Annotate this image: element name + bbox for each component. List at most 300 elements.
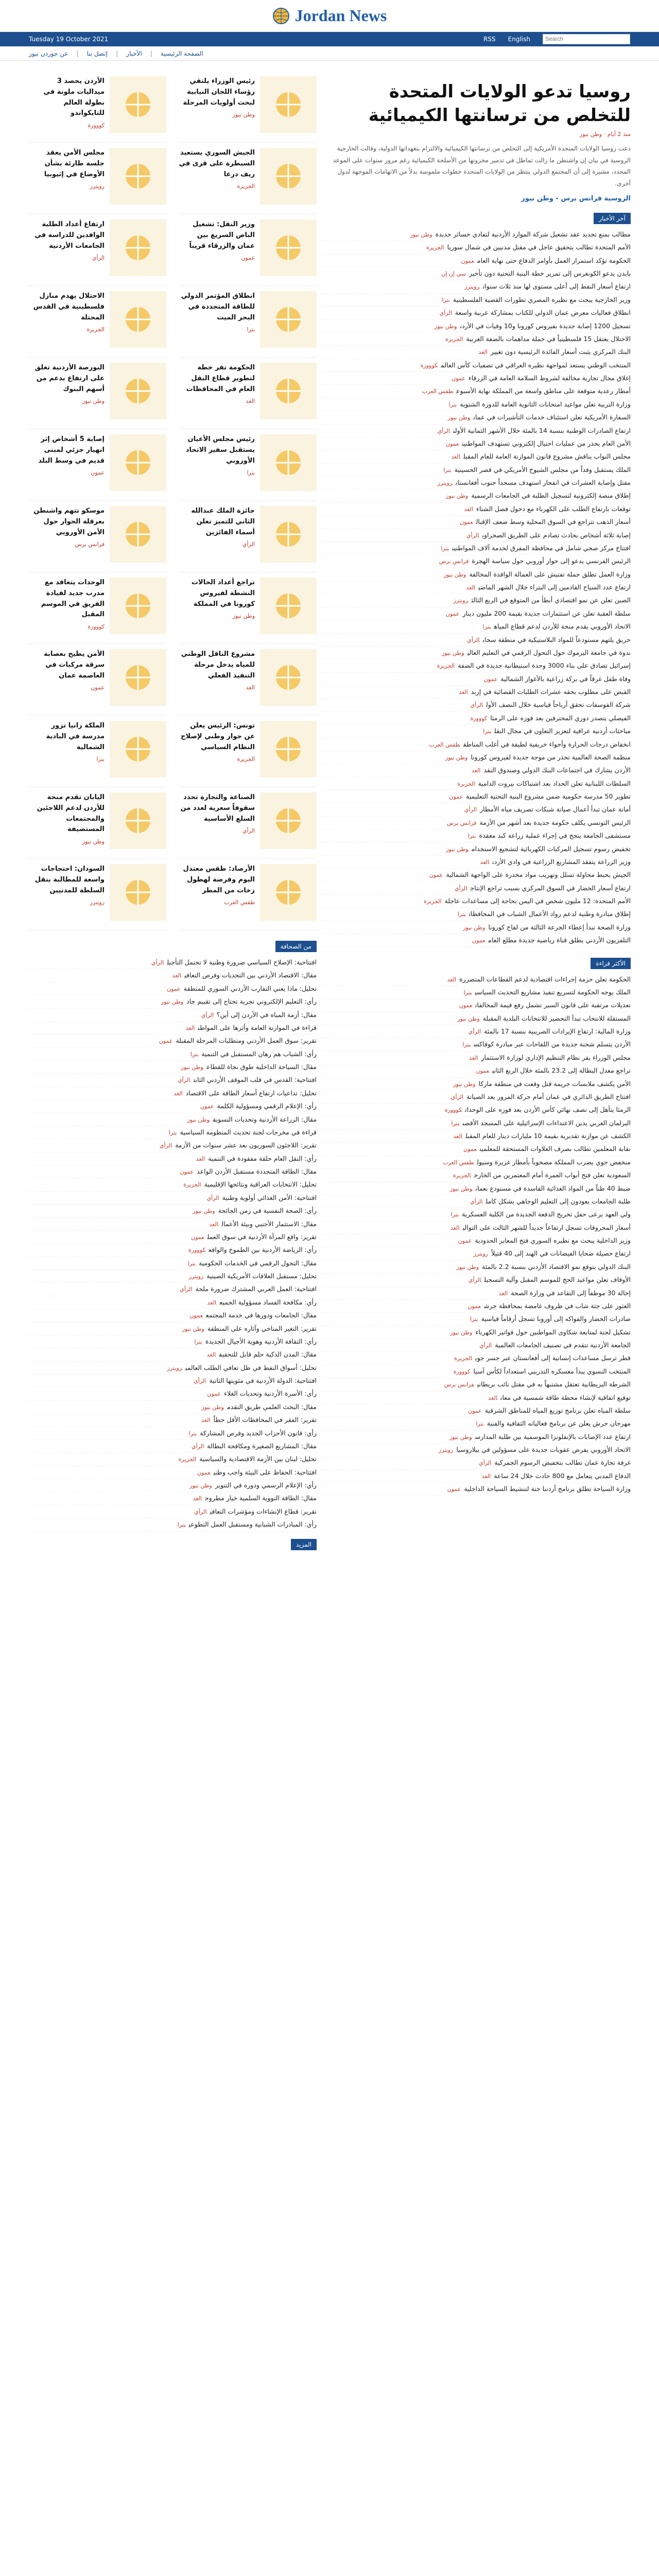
news-headline[interactable]: ولي العهد يرعى حفل تخريج الدفعة الجديدة من الكلية العسكرية [462, 1210, 631, 1218]
news-headline[interactable]: تراجع معدل البطالة إلى 23.2 بالمئة خلال الربع الثاني [492, 1066, 631, 1075]
news-headline[interactable]: مقال: الزراعة الأردنية وتحديات التسويق [213, 1115, 317, 1123]
list-item[interactable] [322, 1012, 631, 1025]
news-source[interactable]: بترا [443, 466, 452, 473]
list-item[interactable] [322, 1130, 631, 1143]
list-item[interactable] [322, 1300, 631, 1313]
news-headline[interactable]: وزير الداخلية يبحث مع نظيره السوري فتح المعابر الحدودية [475, 1236, 631, 1245]
news-card-source[interactable]: رويترز [90, 183, 105, 190]
news-source[interactable]: عمون [200, 1103, 214, 1110]
news-source[interactable]: وطن نيوز [161, 998, 184, 1006]
news-headline[interactable]: الأردن يتسلم شحنة جديدة من اللقاحات عبر مبادرة كوفاكس [474, 1040, 631, 1048]
news-headline[interactable]: مقال: السياحة الداخلية طوق نجاة للقطاع [206, 1063, 317, 1071]
news-source[interactable]: عمون [159, 1038, 173, 1045]
news-headline[interactable]: البرلمان العربي يدين الاعتداءات الإسرائيلية على المسجد الأقصى [462, 1118, 631, 1127]
news-source[interactable]: عمون [445, 440, 459, 447]
list-item[interactable] [322, 516, 631, 529]
list-item[interactable] [322, 450, 631, 463]
list-item[interactable] [28, 1296, 317, 1309]
list-item[interactable] [322, 542, 631, 555]
news-card[interactable] [179, 71, 317, 143]
list-item[interactable] [322, 372, 631, 385]
news-card-title[interactable]: السودان: احتجاجات واسعة للمطالبة بنقل السلطة للمدنيين [34, 865, 105, 894]
list-item[interactable] [322, 1169, 631, 1182]
news-card-source[interactable]: طقس العرب [224, 899, 255, 906]
news-source[interactable]: عمون [180, 1168, 194, 1175]
news-source[interactable]: الرأي [464, 806, 477, 814]
news-card-title[interactable]: جائزة الملك عبدالله الثاني للتميز تعلن أسماء الفائزين [191, 507, 255, 536]
english-link[interactable]: English [508, 36, 530, 43]
list-item[interactable] [28, 1362, 317, 1375]
news-source[interactable]: عمون [460, 519, 473, 526]
news-card-source[interactable]: الجزيرة [237, 183, 255, 190]
news-headline[interactable]: افتتاح الطريق الدائري في عمان أمام حركة المرور بعد الصيانة [466, 1092, 631, 1100]
news-source[interactable]: فرانس برس [439, 558, 469, 565]
news-headline[interactable]: افتتاحية: الحفاظ على البيئة واجب وطني [213, 1468, 317, 1476]
list-item[interactable] [28, 1165, 317, 1178]
news-card-title[interactable]: الأردن يحصد 3 ميداليات ملونة في بطولة العالم للتايكواندو [43, 77, 105, 117]
news-source[interactable]: رويترز [437, 480, 453, 487]
list-item[interactable] [28, 1518, 317, 1531]
news-card-title[interactable]: الحكومة تقر خطة لتطوير قطاع النقل العام في المحافظات [186, 364, 255, 393]
list-item[interactable] [322, 673, 631, 686]
list-item[interactable] [28, 1323, 317, 1335]
news-thumbnail[interactable] [110, 721, 166, 777]
news-headline[interactable]: الأوقاف تعلن مواعيد الحج للموسم المقبل وآلية التسجيل [484, 1276, 631, 1284]
list-item[interactable] [28, 1492, 317, 1505]
list-item[interactable] [322, 1052, 631, 1064]
news-card-source[interactable]: الغد [246, 684, 255, 691]
news-thumbnail[interactable] [110, 864, 166, 921]
news-source[interactable]: الغد [464, 505, 473, 513]
list-item[interactable] [322, 712, 631, 725]
list-item[interactable] [322, 1064, 631, 1077]
news-thumbnail[interactable] [260, 148, 317, 205]
list-item[interactable] [322, 581, 631, 594]
news-source[interactable]: بترا [457, 911, 466, 918]
list-item[interactable] [322, 699, 631, 711]
news-source[interactable]: الرأي [194, 1378, 206, 1384]
news-source[interactable]: وطن نيوز [410, 231, 432, 238]
list-item[interactable] [322, 882, 631, 895]
news-headline[interactable]: رأي: الإعلام الرسمي ودوره في التنوير [215, 1481, 317, 1489]
news-source[interactable]: عمون [167, 985, 181, 992]
news-source[interactable]: الغد [172, 972, 182, 979]
list-item[interactable] [322, 477, 631, 489]
news-source[interactable]: عمون [459, 1002, 473, 1009]
news-card-title[interactable]: الملكة رانيا تزور مدرسة في البادية الشمالية [46, 722, 105, 751]
news-headline[interactable]: تقرير: الفقر في المحافظات الأقل حظاً [213, 1416, 317, 1424]
news-headline[interactable]: مقتل وإصابة العشرات في انفجار استهدف مسجداً جنوب أفغانستان [456, 479, 631, 487]
news-thumbnail[interactable] [110, 363, 166, 419]
list-item[interactable] [322, 829, 631, 842]
news-source[interactable]: الجزيرة [178, 1456, 197, 1463]
list-item[interactable] [28, 969, 317, 982]
list-item[interactable] [28, 1113, 317, 1126]
list-item[interactable] [322, 751, 631, 764]
news-source[interactable]: رويترز [439, 1447, 454, 1454]
news-headline[interactable]: توقيع اتفاقية لإنشاء محطة طاقة شمسية في معان [500, 1393, 631, 1401]
news-source[interactable]: الرأي [206, 1194, 219, 1201]
news-card-source[interactable]: وطن نيوز [232, 613, 255, 620]
list-item[interactable] [322, 686, 631, 699]
news-card-title[interactable]: إصابة 5 أشخاص إثر انهيار جزئي لمبنى قديم في وسط البلد [38, 435, 105, 465]
more-button[interactable]: المزيد [291, 1539, 317, 1550]
news-source[interactable]: الجزيرة [183, 1181, 201, 1189]
news-thumbnail[interactable] [260, 291, 317, 348]
news-headline[interactable]: صادرات الخضار والفواكه إلى أوروبا تسجل أرقاماً قياسية [481, 1315, 631, 1323]
news-source[interactable]: عمون [476, 1067, 489, 1075]
list-item[interactable] [28, 1309, 317, 1322]
news-source[interactable]: وطن نيوز [457, 1015, 480, 1022]
news-thumbnail[interactable] [260, 434, 317, 491]
list-item[interactable] [28, 1414, 317, 1427]
news-thumbnail[interactable] [110, 148, 166, 205]
news-source[interactable]: الرأي [450, 1093, 464, 1100]
list-item[interactable] [322, 1078, 631, 1091]
news-headline[interactable]: إصابة ثلاثة أشخاص بحادث تصادم على الطريق الصحراوي [482, 531, 631, 539]
news-source[interactable]: الرأي [160, 1142, 172, 1149]
list-item[interactable] [322, 1025, 631, 1038]
news-source[interactable]: وطن نيوز [189, 1482, 212, 1489]
list-item[interactable] [28, 1087, 317, 1100]
search-input[interactable] [543, 34, 630, 44]
list-item[interactable] [322, 1182, 631, 1195]
news-card[interactable] [179, 787, 317, 859]
news-source[interactable]: عمون [197, 1469, 211, 1476]
news-card-source[interactable]: الرأي [92, 255, 105, 262]
news-source[interactable]: الغد [451, 453, 461, 461]
news-headline[interactable]: الفيصلي يتصدر دوري المحترفين بعد فوزه على الرمثا [490, 714, 631, 722]
list-item[interactable] [28, 1035, 317, 1047]
news-source[interactable]: بترا [470, 1316, 478, 1323]
news-headline[interactable]: وفاة طفل غرقاً في بركة زراعية بالأغوار الشمالية [500, 674, 631, 683]
list-item[interactable] [322, 764, 631, 777]
news-card-title[interactable]: الاحتلال يهدم منازل فلسطينية في القدس المحتلة [33, 292, 105, 321]
list-item[interactable] [28, 1505, 317, 1518]
list-item[interactable] [322, 555, 631, 568]
news-source[interactable]: رويترز [464, 283, 480, 291]
list-item[interactable] [322, 1038, 631, 1051]
news-card-source[interactable]: الرأي [242, 827, 255, 835]
news-card-title[interactable]: تراجع أعداد الحالات النشطة لفيروس كورونا في المملكة [191, 579, 255, 608]
news-source[interactable]: الرأي [470, 702, 483, 709]
news-source[interactable]: بترا [463, 989, 472, 996]
news-headline[interactable]: طلبة الجامعات يعودون إلى التعليم الوجاهي بشكل كامل [485, 1197, 631, 1205]
news-source[interactable]: كووورة [188, 1247, 206, 1254]
news-headline[interactable]: مقال: الاقتصاد الأردني بين التحديات وفرص التعافي [184, 971, 317, 979]
news-source[interactable]: الرأي [151, 959, 164, 966]
list-item[interactable] [28, 956, 317, 969]
news-headline[interactable]: الأمم المتحدة: 12 مليون شخص في اليمن بحاجة إلى مساعدات عاجلة [444, 897, 631, 905]
list-item[interactable] [322, 973, 631, 986]
news-source[interactable]: بترا [450, 1211, 459, 1218]
list-item[interactable] [28, 1205, 317, 1217]
news-headline[interactable]: ارتفاع الصادرات الوطنية بنسبة 14 بالمئة خلال الأشهر الثمانية الأولى [453, 426, 631, 434]
news-headline[interactable]: إطلاق مبادرة وطنية لدعم رواد الأعمال الشباب في المحافظات [469, 910, 631, 918]
news-headline[interactable]: الحكومة تعلن حزمة إجراءات اقتصادية لدعم القطاعات المتضررة [459, 975, 631, 983]
news-source[interactable]: وطن نيوز [453, 1080, 476, 1088]
news-source[interactable]: وطن نيوز [201, 1403, 224, 1411]
news-headline[interactable]: الصين تعلن عن نمو اقتصادي أبطأ من المتوقع في الربع الثالث [471, 596, 631, 604]
news-headline[interactable]: الأمن يكشف ملابسات جريمة قتل وقعت في منطقة ماركا [478, 1079, 631, 1088]
news-card[interactable] [179, 501, 317, 572]
news-headline[interactable]: وزارة السياحة تطلق برنامج أردننا جنة لتنشيط السياحة الداخلية [464, 1485, 631, 1493]
news-card[interactable] [28, 214, 166, 286]
list-item[interactable] [28, 1244, 317, 1257]
news-thumbnail[interactable] [110, 219, 166, 276]
list-item[interactable] [322, 398, 631, 411]
news-card[interactable] [28, 71, 166, 143]
news-headline[interactable]: افتتاح مركز صحي شامل في محافظة المفرق لخدمة آلاف المواطنين [452, 544, 631, 552]
list-item[interactable] [322, 346, 631, 359]
news-card-source[interactable]: عمون [91, 684, 105, 691]
news-headline[interactable]: تطوير 50 مدرسة حكومية ضمن مشروع البنية التحتية التعليمية [466, 792, 631, 801]
news-source[interactable]: الجزيرة [445, 335, 463, 343]
news-card[interactable] [28, 644, 166, 716]
news-thumbnail[interactable] [260, 506, 317, 563]
news-headline[interactable]: تقرير: قطاع الإنشاءات ومؤشرات التعافي [210, 1507, 317, 1515]
nav-item[interactable]: عن جوردن نيوز [29, 49, 68, 57]
list-item[interactable] [28, 982, 317, 995]
news-headline[interactable]: مقال: الطاقة النووية السلمية خيار مطروح [205, 1494, 317, 1502]
news-source[interactable]: وطن نيوز [193, 1208, 215, 1215]
news-source[interactable]: عمون [463, 1146, 477, 1153]
news-source[interactable]: عمون [467, 1302, 481, 1310]
news-source[interactable]: الغد [201, 1417, 211, 1424]
news-headline[interactable]: الدفاع المدني يتعامل مع 800 حادث خلال 24 ساعة [494, 1471, 631, 1480]
news-source[interactable]: الغد [478, 349, 488, 356]
news-source[interactable]: كووورة [420, 362, 438, 369]
news-source[interactable]: طقس العرب [429, 741, 460, 748]
news-headline[interactable]: البنك الدولي يتوقع نمو الاقتصاد الأردني بنسبة 2.2 بالمئة [482, 1262, 631, 1270]
news-card-title[interactable]: الصناعة والتجارة تحدد سقوفاً سعرية لعدد من السلع الأساسية [180, 793, 255, 823]
news-card-title[interactable]: مجلس الأمن يعقد جلسة طارئة بشأن الأوضاع في إثيوبيا [44, 149, 105, 178]
news-headline[interactable]: تقرير: اللاجئون السوريون بعد عشر سنوات من الأزمة [175, 1141, 317, 1149]
news-source[interactable]: وطن نيوز [446, 493, 469, 500]
list-item[interactable] [322, 986, 631, 999]
news-headline[interactable]: الرئيس التونسي يكلف حكومة جديدة بعد أشهر من الأزمة [479, 818, 631, 826]
list-item[interactable] [28, 1009, 317, 1022]
list-item[interactable] [322, 241, 631, 254]
news-card-source[interactable]: الغد [246, 398, 255, 405]
list-item[interactable] [322, 607, 631, 620]
list-item[interactable] [322, 1392, 631, 1404]
list-item[interactable] [28, 1022, 317, 1035]
list-item[interactable] [322, 1431, 631, 1444]
news-source[interactable]: كووورة [470, 715, 488, 722]
news-card-source[interactable]: الجزيرة [237, 756, 255, 763]
news-source[interactable]: الجزيرة [454, 1355, 473, 1362]
news-source[interactable]: الرأي [466, 532, 479, 539]
news-card-title[interactable]: رئيس الوزراء يلتقي رؤساء اللجان النيابية لبحث أولويات المرحلة [183, 77, 255, 107]
news-headline[interactable]: مقال: الاستثمار الأجنبي وبيئة الأعمال [221, 1219, 317, 1228]
list-item[interactable] [322, 1378, 631, 1391]
news-headline[interactable]: إطلاق منصة إلكترونية لتسجيل الطلبة في الجامعات الرسمية [471, 492, 631, 500]
news-card-source[interactable]: عمون [241, 255, 255, 262]
news-source[interactable]: عمون [483, 675, 498, 683]
news-source[interactable]: بترا [441, 545, 449, 552]
list-item[interactable] [322, 529, 631, 542]
list-item[interactable] [322, 1261, 631, 1274]
news-source[interactable]: الغد [488, 1394, 497, 1401]
list-item[interactable] [322, 1456, 631, 1469]
news-headline[interactable]: تسجيل 1200 إصابة جديدة بفيروس كورونا و10 وفيات في الأردن [460, 321, 631, 330]
news-headline[interactable]: إحالة 30 موظفاً إلى التقاعد في وزارة الصحة [511, 1289, 631, 1297]
news-card[interactable] [28, 143, 166, 214]
news-headline[interactable]: ارتفاع أسعار الخضار في السوق المركزي بسبب تراجع الإنتاج [470, 884, 631, 892]
news-card[interactable] [28, 358, 166, 429]
news-headline[interactable]: مستشفى الجامعة ينجح في إجراء عملية زراعة كبد معقدة [479, 832, 631, 840]
news-headline[interactable]: نقابة المعلمين تطالب بصرف العلاوات المستحقة للمعلمين [479, 1145, 631, 1153]
news-card-title[interactable]: الوحدات يتعاقد مع مدرب جديد لقيادة الفريق في الموسم المقبل [41, 579, 105, 619]
list-item[interactable] [322, 934, 631, 947]
list-item[interactable] [28, 1074, 317, 1087]
news-thumbnail[interactable] [260, 578, 317, 634]
news-card[interactable] [179, 429, 317, 501]
news-source[interactable]: وطن نيوز [449, 1185, 473, 1192]
list-item[interactable] [322, 307, 631, 319]
news-source[interactable]: الغد [469, 1054, 478, 1061]
list-item[interactable] [322, 1326, 631, 1339]
news-headline[interactable]: ارتفاع عدد الإصابات بالإنفلونزا الموسمية بين طلبة المدارس [475, 1432, 631, 1440]
news-headline[interactable]: مقال: الطاقة المتجددة مستقبل الأردن الواعد [197, 1167, 317, 1175]
news-source[interactable]: الغد [450, 1224, 460, 1231]
news-source[interactable]: طقس العرب [422, 388, 454, 395]
news-source[interactable]: بترا [483, 728, 491, 735]
news-headline[interactable]: وزارة الصحة تبدأ إعطاء الجرعة الثالثة من لقاح كورونا [488, 923, 631, 931]
news-headline[interactable]: رأي: المبادرات الشبابية ومستقبل العمل التطوعي [188, 1520, 317, 1529]
list-item[interactable] [28, 1061, 317, 1074]
news-card[interactable] [179, 143, 317, 214]
list-item[interactable] [28, 1375, 317, 1387]
news-source[interactable]: الغد [466, 584, 476, 591]
news-headline[interactable]: الاتحاد الأوروبي يفرض عقوبات جديدة على مسؤولين في بيلاروسيا [456, 1446, 631, 1454]
news-headline[interactable]: مقال: المدن الذكية حلم قابل للتحقيق [219, 1350, 317, 1359]
news-source[interactable]: عمون [468, 1407, 482, 1414]
news-source[interactable]: طقس العرب [442, 1159, 474, 1166]
news-source[interactable]: بترا [168, 1129, 177, 1136]
news-headline[interactable]: تحليل: ماذا يعني التقارب الأردني السوري للمنطقة [183, 984, 317, 992]
news-thumbnail[interactable] [110, 76, 166, 133]
news-headline[interactable]: مقال: الجامعات ودورها في خدمة المجتمع [205, 1311, 317, 1319]
news-headline[interactable]: منظمة الصحة العالمية تحذر من موجة جديدة لفيروس كورونا [471, 753, 631, 761]
list-item[interactable] [322, 1470, 631, 1483]
list-item[interactable] [322, 294, 631, 307]
news-source[interactable]: سي إن إن [441, 270, 466, 278]
news-thumbnail[interactable] [110, 649, 166, 706]
list-item[interactable] [322, 620, 631, 633]
news-source[interactable]: عمون [207, 1391, 221, 1398]
list-item[interactable] [322, 1156, 631, 1169]
news-card-source[interactable]: فرانس برس [75, 541, 105, 548]
list-item[interactable] [322, 437, 631, 450]
news-thumbnail[interactable] [260, 864, 317, 921]
news-card[interactable] [28, 859, 166, 930]
news-source[interactable]: عمون [458, 1238, 472, 1245]
news-headline[interactable]: ارتفاع حصيلة ضحايا الفيضانات في الهند إلى 40 قتيلاً [491, 1249, 631, 1258]
news-source[interactable]: عمون [449, 793, 463, 801]
news-headline[interactable]: الكشف عن موازنة تقديرية بقيمة 10 مليارات دينار للعام المقبل [465, 1132, 631, 1140]
news-source[interactable]: الرأي [439, 310, 452, 317]
rss-link[interactable]: RSS [483, 36, 496, 43]
list-item[interactable] [28, 1178, 317, 1191]
news-headline[interactable]: وزارة المالية: ارتفاع الإيرادات الضريبية بنسبة 17 بالمئة [484, 1027, 631, 1036]
news-card-title[interactable]: اليابان تقدم منحة للأردن لدعم اللاجئين والمجتمعات المستضيفة [37, 793, 105, 834]
news-headline[interactable]: ارتفاع أسعار النفط إلى أعلى مستوى لها منذ ثلاث سنوات [482, 282, 631, 291]
news-source[interactable]: الغد [447, 976, 457, 983]
news-headline[interactable]: ندوة في جامعة اليرموك حول التحول الرقمي في التعليم العالي [467, 648, 631, 656]
list-item[interactable] [28, 1192, 317, 1205]
news-headline[interactable]: العثور على جثة شاب في ظروف غامضة بمحافظة جرش [483, 1301, 631, 1310]
news-source[interactable]: الرأي [180, 1286, 193, 1293]
list-item[interactable] [322, 1274, 631, 1286]
list-item[interactable] [322, 1287, 631, 1300]
news-source[interactable]: عمون [461, 257, 474, 264]
list-item[interactable] [322, 1195, 631, 1208]
news-headline[interactable]: انخفاض درجات الحرارة وأجواء خريفية لطيفة في أغلب المناطق [463, 740, 631, 748]
news-source[interactable]: الجزيرة [424, 898, 442, 905]
list-item[interactable] [322, 647, 631, 659]
news-headline[interactable]: افتتاحية: القدس في قلب الموقف الأردني الثابت [193, 1076, 317, 1084]
news-card[interactable] [179, 716, 317, 787]
news-card[interactable] [28, 429, 166, 501]
news-headline[interactable]: الأمم المتحدة تطالب بتحقيق عاجل في مقتل مدنيين في شمال سوريا [447, 243, 631, 251]
news-source[interactable]: الغد [498, 1290, 508, 1297]
news-source[interactable]: بترا [467, 833, 476, 840]
list-item[interactable] [28, 1283, 317, 1296]
news-source[interactable]: بترا [177, 1521, 186, 1529]
news-card[interactable] [179, 214, 317, 286]
news-card[interactable] [28, 572, 166, 644]
news-card-title[interactable]: البورصة الأردنية تغلق على ارتفاع بدعم من أسهم البنوك [34, 364, 105, 393]
news-thumbnail[interactable] [110, 506, 166, 563]
news-headline[interactable]: وزير الخارجية يبحث مع نظيره المصري تطورات القضية الفلسطينية [453, 295, 631, 303]
news-source[interactable]: الجزيرة [457, 780, 475, 787]
news-source[interactable]: الغد [480, 858, 490, 866]
news-headline[interactable]: مقال: أزمة المياه في الأردن إلى أين؟ [216, 1010, 317, 1019]
news-source[interactable]: الرأي [201, 1011, 214, 1019]
news-card-source[interactable]: عمون [91, 469, 105, 477]
news-source[interactable]: كووورة [453, 1368, 471, 1375]
news-headline[interactable]: تحليل: أسواق النفط في ظل تعافي الطلب العالمي [185, 1363, 317, 1371]
news-headline[interactable]: تحليل: لبنان بين الأزمة الاقتصادية والسياسية [199, 1455, 317, 1463]
news-card-title[interactable]: وزير النقل: تشغيل الباص السريع بين عمان والزرقاء قريباً [189, 221, 255, 250]
news-source[interactable]: الرأي [455, 885, 467, 892]
news-card[interactable] [28, 286, 166, 358]
news-card-title[interactable]: الجيش السوري يستعيد السيطرة على قرى في ريف درعا [179, 149, 255, 178]
list-item[interactable] [322, 1404, 631, 1417]
news-source[interactable]: وطن نيوز [446, 845, 469, 853]
news-card-source[interactable]: كووورة [88, 122, 105, 129]
list-item[interactable] [322, 594, 631, 607]
news-headline[interactable]: افتتاحية: الأمن الغذائي أولوية وطنية [222, 1193, 317, 1201]
news-headline[interactable]: تعديلات مرتقبة على قانون السير تشمل رفع قيمة المخالفات [475, 1001, 631, 1009]
news-headline[interactable]: أسعار المحروقات تسجل ارتفاعاً جديداً للشهر الثالث على التوالي [462, 1223, 631, 1231]
news-headline[interactable]: وزير الزراعة يتفقد المشاريع الزراعية في وادي الأردن [492, 857, 631, 866]
nav-item[interactable]: الأخبار [126, 49, 142, 57]
news-thumbnail[interactable] [110, 291, 166, 348]
list-item[interactable] [28, 1479, 317, 1492]
list-item[interactable] [322, 425, 631, 437]
news-card-source[interactable]: وطن نيوز [82, 838, 105, 845]
list-item[interactable] [322, 921, 631, 934]
news-headline[interactable]: تشكيل لجنة لمتابعة شكاوى المواطنين حول فواتير الكهرباء [475, 1328, 631, 1336]
list-item[interactable] [322, 634, 631, 647]
list-item[interactable] [322, 725, 631, 738]
list-item[interactable] [322, 503, 631, 516]
news-headline[interactable]: أسعار الذهب تتراجع في السوق المحلية وسط ضعف الإقبال [476, 518, 631, 526]
news-source[interactable]: رويترز [473, 1250, 489, 1258]
